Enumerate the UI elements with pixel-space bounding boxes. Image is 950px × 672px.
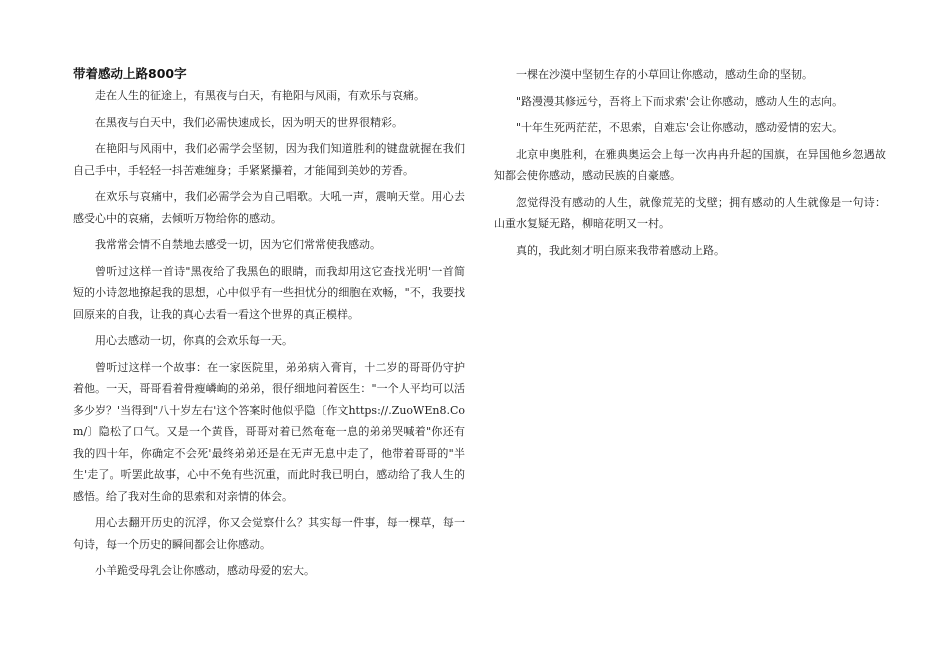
paragraph: 北京申奥胜利，在雅典奥运会上每一次冉冉升起的国旗，在异国他乡忽遇故知都会使你感动，感动民族的自豪感。 (494, 147, 886, 182)
left-column (73, 64, 465, 587)
paragraph: 一棵在沙漠中坚韧生存的小草回让你感动，感动生命的坚韧。 (516, 68, 813, 81)
paragraph: 用心去翻开历史的沉浮，你又会觉察什么？其实每一件事，每一棵草，每一句诗，每一个历史的瞬间都会让你感动。 (73, 516, 465, 551)
right-column (494, 64, 886, 266)
paragraph: "路漫漫其修远兮，吾将上下而求索'会让你感动，感动人生的志向。 (516, 94, 844, 108)
paragraph: 忽觉得没有感动的人生，就像荒芜的戈壁；拥有感动的人生就像是一句诗：山重水复疑无路，柳暗花明又一村。 (494, 195, 886, 230)
document-title: 带着感动上路800字 (73, 66, 187, 81)
paragraph: 小羊跪受母乳会让你感动，感动母爱的宏大。 (95, 564, 315, 577)
paragraph: "十年生死两茫茫，不思索，自难忘'会让你感动，感动爱情的宏大。 (516, 121, 844, 134)
paragraph: 真的，我此刻才明白原来我带着感动上路。 (516, 243, 725, 257)
paragraph: 曾听过这样一个故事：在一家医院里，弟弟病入膏肓，十二岁的哥哥仍守护着他。一天，哥哥看着骨瘦嶙峋的弟弟，很仔细地问着医生："一个人平均可以活多少岁？'当得到"八十岁左右'这个答案时他似乎隐〔作文https://.ZuoWEn8.Com/〕隐松了口气。又是一个黄昏，哥哥对着已然奄奄一息的弟弟哭喊着"你还有我的四十年，你确定不会死'最终弟弟还是在无声无息中走了，他带着哥哥的"半生'走了。听罢此故事，心中不免有些沉重，而此时我已明白，感动给了我人生的感悟。给了我对生命的思索和对亲情的体会。 (73, 360, 465, 503)
paragraph: 我常常会情不自禁地去感受一切，因为它们常常使我感动。 (95, 238, 381, 251)
paragraph: 用心去感动一切，你真的会欢乐每一天。 (95, 334, 293, 347)
paragraph: 在欢乐与哀痛中，我们必需学会为自己唱歌。大吼一声，震响天堂。用心去感受心中的哀痛，去倾听万物给你的感动。 (73, 190, 465, 225)
paragraph: 在艳阳与风雨中，我们必需学会坚韧，因为我们知道胜利的键盘就握在我们自己手中，手轻轻一抖苦难缠身；手紧紧攥着，才能闻到美妙的芳香。 (73, 142, 465, 177)
paragraph: 在黑夜与白天中，我们必需快速成长，因为明天的世界很精彩。 (95, 115, 403, 129)
paragraph: 曾听过这样一首诗"黑夜给了我黑色的眼睛，而我却用这它查找光明'一首简短的小诗忽地撩起我的思想，心中似乎有一些担忧分的细胞在欢畅，"不，我要找回原来的自我，让我的真心去看一看这个世界的真正模样。 (73, 264, 465, 321)
paragraph: 走在人生的征途上，有黑夜与白天，有艳阳与风雨，有欢乐与哀痛。 (95, 89, 425, 102)
